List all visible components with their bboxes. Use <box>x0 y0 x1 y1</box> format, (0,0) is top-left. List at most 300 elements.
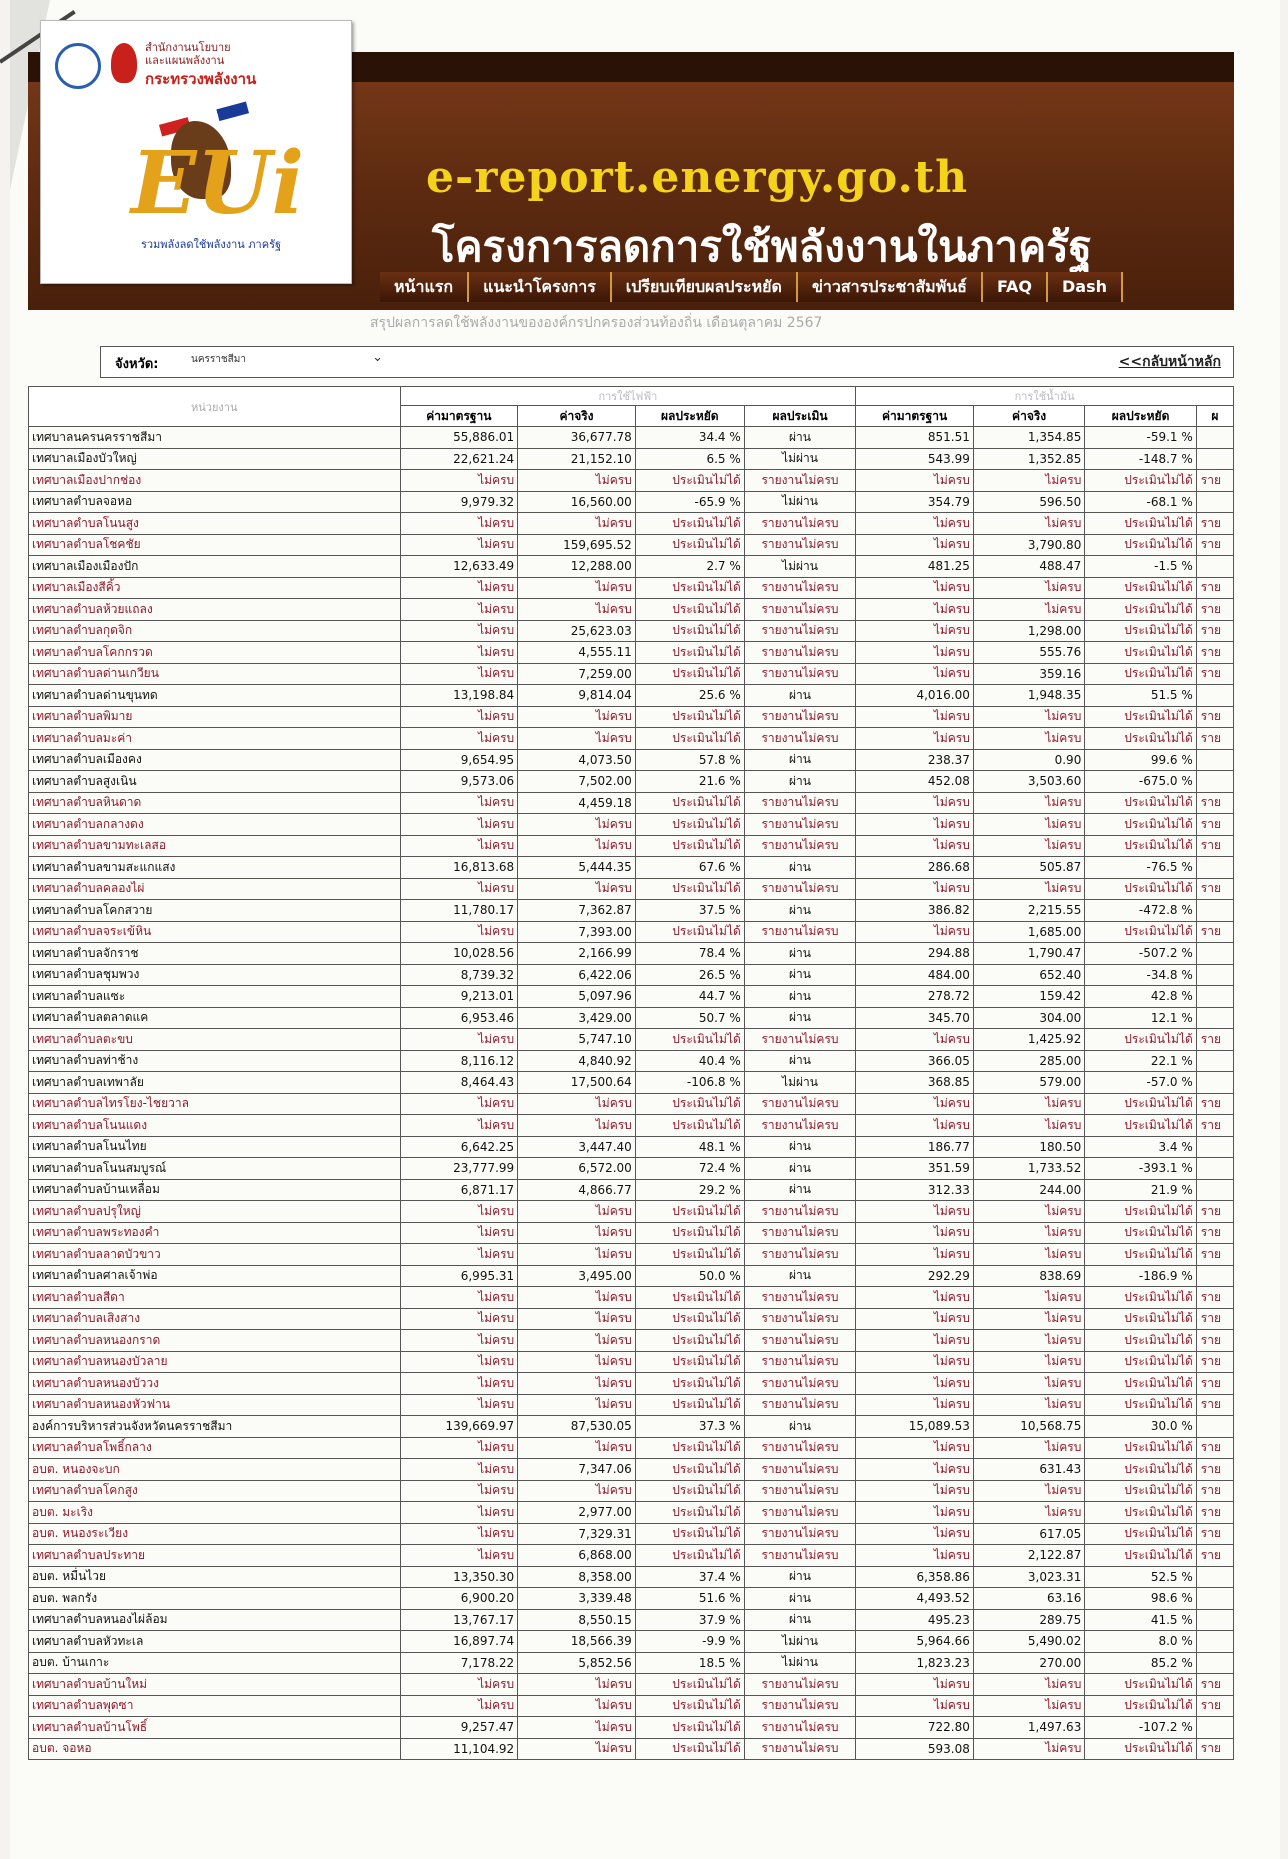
org-name[interactable]: เทศบาลตำบลสีดา <box>29 1287 401 1309</box>
org-name[interactable]: เทศบาลตำบลศาลเจ้าพ่อ <box>29 1265 401 1287</box>
table-cell: 1,425.92 <box>973 1029 1084 1051</box>
site-title: โครงการลดการใช้พลังงานในภาครัฐ <box>432 222 1092 271</box>
table-cell: รายงานไม่ครบ <box>744 620 855 642</box>
org-name[interactable]: เทศบาลตำบลบ้านใหม่ <box>29 1674 401 1696</box>
org-name[interactable]: เทศบาลตำบลบ้านเหลื่อม <box>29 1179 401 1201</box>
table-cell: ไม่ครบ <box>400 513 518 535</box>
table-cell: รายงานไม่ครบ <box>744 1201 855 1223</box>
org-name[interactable]: เทศบาลตำบลหนองกราด <box>29 1330 401 1352</box>
table-row <box>29 1545 1234 1567</box>
org-name[interactable]: เทศบาลตำบลหัวทะเล <box>29 1631 401 1653</box>
table-cell: 12,288.00 <box>518 556 636 578</box>
table-cell: ประเมินไม่ได้ <box>635 1717 744 1739</box>
org-name[interactable]: เทศบาลตำบลโคกสวาย <box>29 900 401 922</box>
table-cell: 6,868.00 <box>518 1545 636 1567</box>
org-name[interactable]: อบต. จอหอ <box>29 1738 401 1760</box>
table-cell: ประเมินไม่ได้ <box>1085 835 1196 857</box>
table-cell: ประเมินไม่ได้ <box>635 728 744 750</box>
org-name[interactable]: เทศบาลตำบลขามทะเลสอ <box>29 835 401 857</box>
table-cell: 481.25 <box>856 556 974 578</box>
nav-item[interactable]: ข่าวสารประชาสัมพันธ์ <box>798 272 983 302</box>
logo-card[interactable] <box>40 20 352 284</box>
table-row <box>29 556 1234 578</box>
table-cell: ประเมินไม่ได้ <box>1085 1480 1196 1502</box>
org-name[interactable]: เทศบาลตำบลลาดบัวขาว <box>29 1244 401 1266</box>
table-cell: ประเมินไม่ได้ <box>635 1201 744 1223</box>
table-cell: 21.9 % <box>1085 1179 1196 1201</box>
table-cell: 505.87 <box>973 857 1084 879</box>
table-cell: ไม่ครบ <box>856 1502 974 1524</box>
table-row <box>29 1373 1234 1395</box>
org-name[interactable]: เทศบาลตำบลจักราช <box>29 943 401 965</box>
table-cell: 368.85 <box>856 1072 974 1094</box>
table-cell: ไม่ครบ <box>518 1351 636 1373</box>
table-cell: 8,116.12 <box>400 1050 518 1072</box>
table-cell: 23,777.99 <box>400 1158 518 1180</box>
table-cell: รายงานไม่ครบ <box>744 577 855 599</box>
table-cell: ไม่ครบ <box>856 663 974 685</box>
table-cell: 139,669.97 <box>400 1416 518 1438</box>
table-cell <box>1196 749 1233 771</box>
table-cell: ไม่ครบ <box>400 706 518 728</box>
table-cell: -34.8 % <box>1085 964 1196 986</box>
org-name[interactable]: เทศบาลตำบลเสิงสาง <box>29 1308 401 1330</box>
table-cell <box>1196 986 1233 1008</box>
table-row <box>29 706 1234 728</box>
table-cell: 25,623.03 <box>518 620 636 642</box>
org-name[interactable]: เทศบาลตำบลหินดาด <box>29 792 401 814</box>
org-name[interactable]: เทศบาลตำบลโนนสมบูรณ์ <box>29 1158 401 1180</box>
table-cell: 593.08 <box>856 1738 974 1760</box>
table-cell <box>1196 1136 1233 1158</box>
table-cell: ประเมินไม่ได้ <box>635 1029 744 1051</box>
org-name[interactable]: อบต. มะเริง <box>29 1502 401 1524</box>
table-cell: 543.99 <box>856 448 974 470</box>
table-cell: 555.76 <box>973 642 1084 664</box>
table-cell: 5,852.56 <box>518 1652 636 1674</box>
table-cell: ราย <box>1196 663 1233 685</box>
table-cell: 186.77 <box>856 1136 974 1158</box>
org-name[interactable]: เทศบาลตำบลบ้านโพธิ์ <box>29 1717 401 1739</box>
org-name[interactable]: เทศบาลตำบลเมืองคง <box>29 749 401 771</box>
table-cell: 22,621.24 <box>400 448 518 470</box>
table-cell: 722.80 <box>856 1717 974 1739</box>
table-row <box>29 491 1234 513</box>
table-cell: 37.9 % <box>635 1609 744 1631</box>
org-name[interactable]: เทศบาลตำบลโนนไทย <box>29 1136 401 1158</box>
table-cell <box>1196 1652 1233 1674</box>
table-cell: ไม่ครบ <box>400 470 518 492</box>
table-cell: ประเมินไม่ได้ <box>1085 728 1196 750</box>
table-cell <box>1196 1717 1233 1739</box>
province-label: จังหวัด: <box>115 357 159 372</box>
table-row <box>29 1717 1234 1739</box>
table-cell: 5,747.10 <box>518 1029 636 1051</box>
table-cell: 4,555.11 <box>518 642 636 664</box>
org-name[interactable]: เทศบาลตำบลประทาย <box>29 1545 401 1567</box>
table-row <box>29 771 1234 793</box>
nav-item[interactable]: หน้าแรก <box>380 272 469 302</box>
table-row <box>29 1244 1234 1266</box>
org-name[interactable]: เทศบาลเมืองสีคิ้ว <box>29 577 401 599</box>
org-name[interactable]: เทศบาลตำบลโคกกรวด <box>29 642 401 664</box>
org-name[interactable]: เทศบาลนครนครราชสีมา <box>29 427 401 449</box>
table-cell: ประเมินไม่ได้ <box>1085 1201 1196 1223</box>
table-cell: ราย <box>1196 814 1233 836</box>
table-cell <box>1196 1609 1233 1631</box>
table-cell <box>1196 1265 1233 1287</box>
table-cell <box>1196 1416 1233 1438</box>
org-name[interactable]: เทศบาลตำบลคลองไผ่ <box>29 878 401 900</box>
table-cell: รายงานไม่ครบ <box>744 1222 855 1244</box>
province-select[interactable] <box>191 352 387 370</box>
table-cell: ไม่ครบ <box>973 1502 1084 1524</box>
table-cell: ไม่ครบ <box>856 1545 974 1567</box>
table-cell: 6,995.31 <box>400 1265 518 1287</box>
table-cell: ประเมินไม่ได้ <box>1085 1308 1196 1330</box>
table-cell <box>1196 900 1233 922</box>
table-row <box>29 1222 1234 1244</box>
table-cell: 3.4 % <box>1085 1136 1196 1158</box>
table-cell: ไม่ครบ <box>518 1330 636 1352</box>
table-cell: ไม่ครบ <box>856 921 974 943</box>
table-cell: ผ่าน <box>744 1566 855 1588</box>
table-cell: ไม่ครบ <box>518 1308 636 1330</box>
table-cell: ราย <box>1196 1308 1233 1330</box>
table-cell: ราย <box>1196 513 1233 535</box>
electricity-group-header: การใช้ไฟฟ้า <box>400 387 856 406</box>
table-cell: ไม่ครบ <box>400 642 518 664</box>
org-name[interactable]: เทศบาลตำบลแซะ <box>29 986 401 1008</box>
table-cell: ไม่ครบ <box>856 1308 974 1330</box>
table-cell: 1,352.85 <box>973 448 1084 470</box>
org-name[interactable]: เทศบาลตำบลด่านเกวียน <box>29 663 401 685</box>
org-name[interactable]: เทศบาลเมืองเมืองปัก <box>29 556 401 578</box>
ministry-name: กระทรวงพลังงาน <box>145 70 257 88</box>
table-cell: ผ่าน <box>744 685 855 707</box>
table-cell: รายงานไม่ครบ <box>744 663 855 685</box>
org-name[interactable]: เทศบาลตำบลชุมพวง <box>29 964 401 986</box>
table-cell: 50.0 % <box>635 1265 744 1287</box>
table-cell: ประเมินไม่ได้ <box>1085 1545 1196 1567</box>
table-cell: ผ่าน <box>744 1007 855 1029</box>
org-name[interactable]: เทศบาลตำบลสูงเนิน <box>29 771 401 793</box>
table-cell: ไม่ครบ <box>400 1093 518 1115</box>
nav-item[interactable]: FAQ <box>983 272 1048 302</box>
table-row <box>29 1523 1234 1545</box>
table-cell: 99.6 % <box>1085 749 1196 771</box>
table-cell: 484.00 <box>856 964 974 986</box>
table-cell: รายงานไม่ครบ <box>744 1330 855 1352</box>
table-cell: ประเมินไม่ได้ <box>635 814 744 836</box>
table-cell: 596.50 <box>973 491 1084 513</box>
table-cell: รายงานไม่ครบ <box>744 1287 855 1309</box>
org-name[interactable]: เทศบาลตำบลพิมาย <box>29 706 401 728</box>
table-row <box>29 1007 1234 1029</box>
fuel-group-header: การใช้น้ำมัน <box>856 387 1234 406</box>
table-cell: 617.05 <box>973 1523 1084 1545</box>
table-cell: ไม่ครบ <box>400 835 518 857</box>
org-name[interactable]: เทศบาลตำบลพระทองคำ <box>29 1222 401 1244</box>
table-cell: -472.8 % <box>1085 900 1196 922</box>
table-cell: รายงานไม่ครบ <box>744 792 855 814</box>
org-name[interactable]: อบต. หนองจะบก <box>29 1459 401 1481</box>
table-cell: 1,497.63 <box>973 1717 1084 1739</box>
org-name[interactable]: อบต. หมื่นไวย <box>29 1566 401 1588</box>
table-cell: ไม่ครบ <box>518 814 636 836</box>
table-cell <box>1196 771 1233 793</box>
table-cell: รายงานไม่ครบ <box>744 1738 855 1760</box>
org-name[interactable]: เทศบาลตำบลโพธิ์กลาง <box>29 1437 401 1459</box>
table-cell: ไม่ครบ <box>856 1222 974 1244</box>
table-cell: ไม่ผ่าน <box>744 556 855 578</box>
table-cell: 5,444.35 <box>518 857 636 879</box>
back-to-home-link[interactable]: <<กลับหน้าหลัก <box>1118 354 1221 370</box>
org-name[interactable]: อบต. พลกรัง <box>29 1588 401 1610</box>
table-cell: ประเมินไม่ได้ <box>635 1244 744 1266</box>
table-row <box>29 1115 1234 1137</box>
org-name[interactable]: เทศบาลตำบลตลาดแค <box>29 1007 401 1029</box>
table-cell: ประเมินไม่ได้ <box>1085 1373 1196 1395</box>
org-name[interactable]: เทศบาลตำบลมะค่า <box>29 728 401 750</box>
table-cell: ประเมินไม่ได้ <box>635 599 744 621</box>
table-row <box>29 1674 1234 1696</box>
org-name[interactable]: เทศบาลตำบลกลางดง <box>29 814 401 836</box>
table-row <box>29 1287 1234 1309</box>
table-cell: 6,871.17 <box>400 1179 518 1201</box>
table-cell: 8,550.15 <box>518 1609 636 1631</box>
table-cell: -107.2 % <box>1085 1717 1196 1739</box>
org-name[interactable]: เทศบาลตำบลไทรโยง-ไชยวาล <box>29 1093 401 1115</box>
org-name[interactable]: เทศบาลเมืองบัวใหญ่ <box>29 448 401 470</box>
table-cell: 22.1 % <box>1085 1050 1196 1072</box>
table-cell: ราย <box>1196 1480 1233 1502</box>
table-cell: 9,814.04 <box>518 685 636 707</box>
table-cell: 304.00 <box>973 1007 1084 1029</box>
table-cell: ไม่ครบ <box>518 1093 636 1115</box>
table-cell: ไม่ครบ <box>518 1244 636 1266</box>
org-name[interactable]: เทศบาลตำบลจอหอ <box>29 491 401 513</box>
table-cell: 3,429.00 <box>518 1007 636 1029</box>
table-cell: 2,122.87 <box>973 1545 1084 1567</box>
org-name[interactable]: เทศบาลตำบลห้วยแถลง <box>29 599 401 621</box>
column-header: ค่ามาตรฐาน <box>856 406 974 427</box>
table-cell: 386.82 <box>856 900 974 922</box>
table-cell: 278.72 <box>856 986 974 1008</box>
table-cell <box>1196 1158 1233 1180</box>
table-row <box>29 1566 1234 1588</box>
table-cell: ไม่ครบ <box>518 1674 636 1696</box>
table-cell: ประเมินไม่ได้ <box>1085 1330 1196 1352</box>
table-cell: รายงานไม่ครบ <box>744 513 855 535</box>
table-cell: ประเมินไม่ได้ <box>1085 513 1196 535</box>
org-name[interactable]: เทศบาลตำบลหนองไผ่ล้อม <box>29 1609 401 1631</box>
org-name[interactable]: อบต. หนองระเวียง <box>29 1523 401 1545</box>
table-row <box>29 878 1234 900</box>
table-cell: ไม่ครบ <box>973 513 1084 535</box>
table-cell: ผ่าน <box>744 427 855 449</box>
table-cell: ไม่ครบ <box>400 1029 518 1051</box>
table-cell: 3,495.00 <box>518 1265 636 1287</box>
org-name[interactable]: เทศบาลตำบลหนองหัวฟาน <box>29 1394 401 1416</box>
table-row <box>29 857 1234 879</box>
table-cell: ไม่ครบ <box>400 1394 518 1416</box>
table-cell: ประเมินไม่ได้ <box>1085 921 1196 943</box>
table-cell: ไม่ครบ <box>973 1222 1084 1244</box>
table-row <box>29 1201 1234 1223</box>
table-cell: 40.4 % <box>635 1050 744 1072</box>
report-subtitle: สรุปผลการลดใช้พลังงานขององค์กรปกครองส่วนท้องถิ่น เดือนตุลาคม 2567 <box>370 315 823 331</box>
table-cell: ไม่ครบ <box>973 599 1084 621</box>
table-cell: ไม่ครบ <box>400 878 518 900</box>
table-cell: ไม่ครบ <box>973 814 1084 836</box>
table-cell: ราย <box>1196 1523 1233 1545</box>
table-cell: 2,215.55 <box>973 900 1084 922</box>
table-cell: รายงานไม่ครบ <box>744 534 855 556</box>
table-cell: 286.68 <box>856 857 974 879</box>
table-cell: 488.47 <box>973 556 1084 578</box>
column-header: ผลประหยัด <box>635 406 744 427</box>
table-row <box>29 900 1234 922</box>
table-row <box>29 1351 1234 1373</box>
table-cell <box>1196 857 1233 879</box>
table-cell: รายงานไม่ครบ <box>744 1695 855 1717</box>
table-cell: ประเมินไม่ได้ <box>1085 470 1196 492</box>
org-name[interactable]: เทศบาลตำบลโนนแดง <box>29 1115 401 1137</box>
table-cell: 3,503.60 <box>973 771 1084 793</box>
table-cell: ประเมินไม่ได้ <box>1085 1115 1196 1137</box>
org-name[interactable]: เทศบาลตำบลเทพาลัย <box>29 1072 401 1094</box>
table-cell: ราย <box>1196 1695 1233 1717</box>
table-cell: ประเมินไม่ได้ <box>635 1674 744 1696</box>
table-cell: รายงานไม่ครบ <box>744 878 855 900</box>
org-name[interactable]: เทศบาลตำบลขามสะแกแสง <box>29 857 401 879</box>
table-cell: ไม่ครบ <box>518 706 636 728</box>
table-cell: ราย <box>1196 706 1233 728</box>
ministry-flame-icon <box>111 43 137 83</box>
table-cell <box>1196 448 1233 470</box>
table-cell <box>1196 556 1233 578</box>
table-cell: ไม่ครบ <box>973 792 1084 814</box>
table-cell: ไม่ครบ <box>856 642 974 664</box>
table-cell: ไม่ครบ <box>856 1330 974 1352</box>
table-row <box>29 1437 1234 1459</box>
table-cell: ประเมินไม่ได้ <box>635 1222 744 1244</box>
table-cell: 579.00 <box>973 1072 1084 1094</box>
table-cell: ไม่ครบ <box>973 706 1084 728</box>
table-cell: ราย <box>1196 1373 1233 1395</box>
table-cell: -186.9 % <box>1085 1265 1196 1287</box>
table-cell: ไม่ครบ <box>400 1459 518 1481</box>
table-cell: ไม่ครบ <box>400 1437 518 1459</box>
table-cell: 2,166.99 <box>518 943 636 965</box>
table-cell: 7,329.31 <box>518 1523 636 1545</box>
table-cell: 42.8 % <box>1085 986 1196 1008</box>
table-cell: 18,566.39 <box>518 1631 636 1653</box>
table-row <box>29 835 1234 857</box>
table-cell: 1,948.35 <box>973 685 1084 707</box>
table-cell: ไม่ครบ <box>973 1674 1084 1696</box>
table-cell: ประเมินไม่ได้ <box>635 878 744 900</box>
table-cell: ไม่ครบ <box>518 1437 636 1459</box>
org-name[interactable]: เทศบาลตำบลกุดจิก <box>29 620 401 642</box>
nav-item[interactable]: เปรียบเทียบผลประหยัด <box>612 272 798 302</box>
table-cell: 12.1 % <box>1085 1007 1196 1029</box>
table-cell: 7,502.00 <box>518 771 636 793</box>
table-cell: 9,257.47 <box>400 1717 518 1739</box>
table-row <box>29 749 1234 771</box>
table-cell: 16,560.00 <box>518 491 636 513</box>
table-cell: -59.1 % <box>1085 427 1196 449</box>
table-row <box>29 1265 1234 1287</box>
table-row <box>29 1136 1234 1158</box>
org-name[interactable]: เทศบาลตำบลด่านขุนทด <box>29 685 401 707</box>
nav-item[interactable]: Dash <box>1048 272 1123 302</box>
table-row <box>29 1416 1234 1438</box>
table-cell: 631.43 <box>973 1459 1084 1481</box>
org-name[interactable]: เทศบาลตำบลหนองบัววง <box>29 1373 401 1395</box>
table-cell: รายงานไม่ครบ <box>744 1437 855 1459</box>
org-name[interactable]: เทศบาลตำบลท่าช้าง <box>29 1050 401 1072</box>
table-cell: รายงานไม่ครบ <box>744 1351 855 1373</box>
table-cell: ประเมินไม่ได้ <box>635 470 744 492</box>
table-cell: 44.7 % <box>635 986 744 1008</box>
table-cell: 67.6 % <box>635 857 744 879</box>
table-cell: รายงานไม่ครบ <box>744 1502 855 1524</box>
org-name[interactable]: เทศบาลตำบลปรุใหญ่ <box>29 1201 401 1223</box>
org-name[interactable]: องค์การบริหารส่วนจังหวัดนครราชสีมา <box>29 1416 401 1438</box>
table-cell: ไม่ครบ <box>856 728 974 750</box>
table-cell: ไม่ครบ <box>973 1351 1084 1373</box>
table-cell: รายงานไม่ครบ <box>744 1674 855 1696</box>
table-cell: 51.6 % <box>635 1588 744 1610</box>
table-cell: 366.05 <box>856 1050 974 1072</box>
table-cell: 2.7 % <box>635 556 744 578</box>
org-name[interactable]: เทศบาลตำบลตะขบ <box>29 1029 401 1051</box>
table-cell: ผ่าน <box>744 986 855 1008</box>
org-name[interactable]: อบต. บ้านเกาะ <box>29 1652 401 1674</box>
chevron-down-icon: ⌄ <box>372 350 383 365</box>
org-name[interactable]: เทศบาลตำบลโชคชัย <box>29 534 401 556</box>
table-cell: ไม่ครบ <box>400 1287 518 1309</box>
table-cell: 1,298.00 <box>973 620 1084 642</box>
org-name[interactable]: เทศบาลตำบลโนนสูง <box>29 513 401 535</box>
column-header: ผลประเมิน <box>744 406 855 427</box>
org-name[interactable]: เทศบาลเมืองปากช่อง <box>29 470 401 492</box>
org-name[interactable]: เทศบาลตำบลโคกสูง <box>29 1480 401 1502</box>
table-cell: ประเมินไม่ได้ <box>635 534 744 556</box>
table-cell <box>1196 491 1233 513</box>
table-cell: ราย <box>1196 921 1233 943</box>
org-name[interactable]: เทศบาลตำบลจระเข้หิน <box>29 921 401 943</box>
nav-item[interactable]: แนะนำโครงการ <box>469 272 612 302</box>
table-cell: 838.69 <box>973 1265 1084 1287</box>
table-cell: รายงานไม่ครบ <box>744 599 855 621</box>
org-name[interactable]: เทศบาลตำบลพุดซา <box>29 1695 401 1717</box>
table-cell: 6,422.06 <box>518 964 636 986</box>
table-cell: ไม่ครบ <box>856 620 974 642</box>
table-cell: ไม่ครบ <box>856 1201 974 1223</box>
table-cell: 4,073.50 <box>518 749 636 771</box>
table-cell: ประเมินไม่ได้ <box>635 1330 744 1352</box>
table-cell: ประเมินไม่ได้ <box>1085 1029 1196 1051</box>
table-cell: ไม่ผ่าน <box>744 1631 855 1653</box>
org-name[interactable]: เทศบาลตำบลหนองบัวลาย <box>29 1351 401 1373</box>
table-cell: ผ่าน <box>744 1136 855 1158</box>
table-cell: ประเมินไม่ได้ <box>1085 1437 1196 1459</box>
table-cell: ราย <box>1196 1738 1233 1760</box>
table-row <box>29 1609 1234 1631</box>
